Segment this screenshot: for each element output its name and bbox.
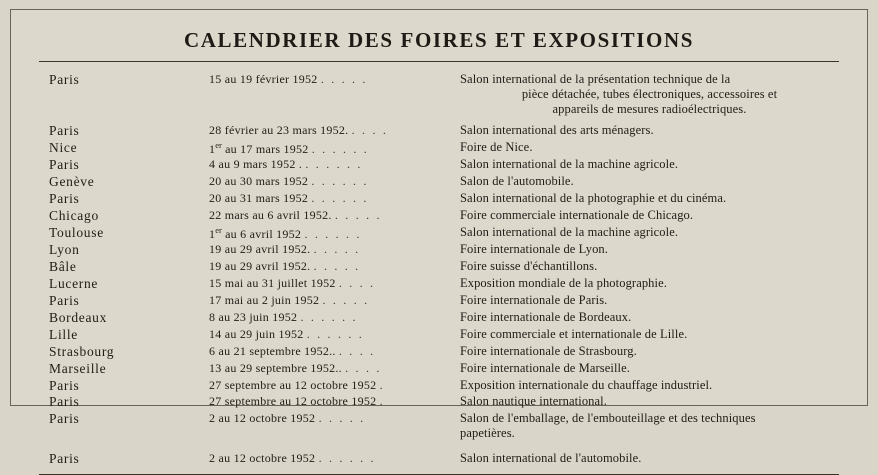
table-row [39, 326, 839, 343]
row-dates-text: 27 septembre au 12 octobre 1952 [209, 377, 377, 392]
row-description: Salon international des arts ménagers. [460, 123, 654, 138]
table-row [39, 309, 839, 326]
table-row [39, 140, 839, 157]
row-dates-text: 27 septembre au 12 octobre 1952 [209, 394, 377, 409]
row-dates [209, 174, 460, 191]
row-dots: . [379, 377, 385, 392]
row-dots: . . . . . . [305, 157, 363, 172]
row-description: Salon nautique international. [460, 394, 607, 409]
row-description: Foire suisse d'échantillons. [460, 259, 598, 274]
row-city: Toulouse [49, 225, 104, 241]
row-dots: . . . . . . [318, 451, 376, 466]
row-dates [209, 441, 460, 467]
row-dates-text: 8 au 23 juin 1952 [209, 309, 298, 324]
row-dots: . . . . . [334, 208, 382, 223]
row-dates-text: 20 au 31 mars 1952 [209, 191, 309, 206]
row-dates-text: 19 au 29 avril 1952. [209, 242, 311, 257]
document-border [10, 9, 868, 467]
row-description: Exposition mondiale de la photographie. [460, 276, 667, 291]
row-city: Chicago [49, 208, 99, 224]
row-description: Foire internationale de Bordeaux. [460, 309, 632, 324]
table-row [39, 377, 839, 394]
row-dates-prefix: 1 [209, 142, 216, 157]
row-description: Foire commerciale internationale de Chicago. [460, 208, 694, 223]
row-dots: . [379, 394, 385, 409]
row-dates [209, 208, 460, 225]
row-dots: . . . . . . [304, 227, 362, 242]
row-dates-text: 2 au 12 octobre 1952 [209, 451, 316, 466]
row-dates-ordinal: er [215, 225, 222, 236]
table-row [39, 242, 839, 259]
row-dates-text: 15 au 19 février 1952 [209, 72, 318, 86]
row-description-line1: Salon de l'emballage, de l'embouteillage et des techniques [460, 411, 756, 426]
row-description: Foire internationale de Strasbourg. [460, 343, 637, 358]
row-dates [209, 360, 460, 377]
row-dates-text: 6 au 21 septembre 1952.. [209, 343, 336, 358]
row-description: Salon international de la machine agricole. [460, 225, 679, 240]
row-dates-text: 13 au 29 septembre 1952.. [209, 360, 342, 375]
row-description: Salon international de la machine agricole. [460, 157, 679, 172]
row-dates-prefix: 1 [209, 227, 216, 242]
row-description: Foire internationale de Lyon. [460, 242, 608, 257]
row-city: Paris [49, 292, 80, 308]
row-dots: . . . . [338, 343, 376, 358]
row-city: Paris [49, 191, 80, 207]
row-description: Foire de Nice. [460, 140, 533, 155]
row-description: Foire commerciale et internationale de Lille. [460, 326, 688, 341]
table-row [39, 157, 839, 174]
row-description: Foire internationale de Paris. [460, 292, 608, 307]
row-city: Bordeaux [49, 309, 108, 325]
row-dots: . . . . [351, 123, 389, 138]
calendar-table-body [39, 69, 839, 468]
row-description-line2: pièce détachée, tubes électroniques, accessoires et [521, 86, 778, 101]
row-dates-text: 17 mai au 2 juin 1952 [209, 292, 320, 307]
table-row [39, 174, 839, 191]
row-dates [209, 292, 460, 309]
table-row [39, 360, 839, 377]
row-city: Bâle [49, 259, 77, 275]
row-dates [209, 69, 460, 117]
row-city: Paris [49, 123, 80, 139]
row-dates-text: 2 au 12 octobre 1952 [209, 411, 316, 426]
row-dates-text: 14 au 29 juin 1952 [209, 326, 304, 341]
table-row [39, 276, 839, 293]
row-description: Exposition internationale du chauffage industriel. [460, 377, 713, 392]
row-dates [209, 123, 460, 140]
row-dots: . . . . [338, 276, 376, 291]
row-dots: . . . . . [313, 242, 361, 257]
row-city: Paris [49, 72, 80, 87]
row-city: Paris [49, 157, 80, 173]
table-row [39, 259, 839, 276]
row-dates [209, 191, 460, 208]
row-dates-text: 15 mai au 31 juillet 1952 [209, 276, 336, 291]
row-description-line3: appareils de mesures radioélectriques. [552, 101, 747, 116]
row-dots: . . . . . . [311, 191, 369, 206]
row-city: Paris [49, 411, 80, 427]
row-dates-text: 19 au 29 avril 1952. [209, 259, 311, 274]
row-dates [209, 276, 460, 293]
row-city: Strasbourg [49, 343, 115, 359]
row-dots: . . . . . . [300, 309, 358, 324]
row-dates [209, 309, 460, 326]
row-dates-rest: au 6 avril 1952 [221, 227, 302, 242]
row-city: Lyon [49, 242, 80, 258]
row-dates-text: 4 au 9 mars 1952 . [209, 157, 303, 172]
row-city: Paris [49, 451, 80, 467]
row-dates [209, 326, 460, 343]
row-dates-text: 22 mars au 6 avril 1952. [209, 208, 332, 223]
row-dates [209, 140, 460, 157]
row-dates-text: 20 au 30 mars 1952 [209, 174, 309, 189]
row-dates [209, 411, 460, 442]
row-dates [209, 225, 460, 242]
table-row [39, 225, 839, 242]
row-dots: . . . . . . [311, 174, 369, 189]
row-description: Salon international de la photographie et du cinéma. [460, 191, 727, 206]
table-row [39, 394, 839, 411]
table-row [39, 69, 839, 117]
row-dots: . . . . . . [311, 142, 369, 157]
row-city: Nice [49, 140, 78, 156]
row-dots: . . . . . [318, 411, 366, 426]
row-city: Lucerne [49, 276, 99, 292]
row-dates [209, 377, 460, 394]
table-row [39, 343, 839, 360]
calendar-table [39, 69, 839, 468]
row-description-line2: papetières. [460, 426, 515, 441]
row-dots: . . . . . [322, 292, 370, 307]
row-description [460, 69, 839, 117]
table-row [39, 411, 839, 442]
row-dots: . . . . . [320, 72, 368, 86]
table-row [39, 191, 839, 208]
row-description-line1: Salon international de la présentation technique de la [460, 72, 731, 86]
row-city: Paris [49, 394, 80, 410]
table-row [39, 292, 839, 309]
table-row [39, 208, 839, 225]
row-dots: . . . . [345, 360, 382, 375]
row-dots: . . . . . [313, 259, 361, 274]
row-dates-rest: au 17 mars 1952 [221, 142, 309, 157]
row-city: Paris [49, 377, 80, 393]
row-city: Genève [49, 174, 95, 190]
row-dates [209, 242, 460, 259]
row-description: Salon de l'automobile. [460, 174, 574, 189]
row-city: Marseille [49, 360, 107, 376]
row-dates [209, 259, 460, 276]
page-title: CALENDRIER DES FOIRES ET EXPOSITIONS [183, 28, 694, 52]
row-dates-ordinal: er [215, 140, 222, 151]
row-dates [209, 157, 460, 174]
table-row [39, 441, 839, 467]
row-dates [209, 343, 460, 360]
row-dates-text: 28 février au 23 mars 1952. [209, 123, 349, 138]
row-dots: . . . . . . [306, 326, 364, 341]
row-description [460, 411, 839, 442]
title-divider [39, 61, 839, 62]
row-description: Foire internationale de Marseille. [460, 360, 631, 375]
row-dates [209, 394, 460, 411]
row-description: Salon international de l'automobile. [460, 451, 642, 466]
row-city: Lille [49, 326, 78, 342]
document-content [15, 14, 863, 467]
table-row [39, 123, 839, 140]
